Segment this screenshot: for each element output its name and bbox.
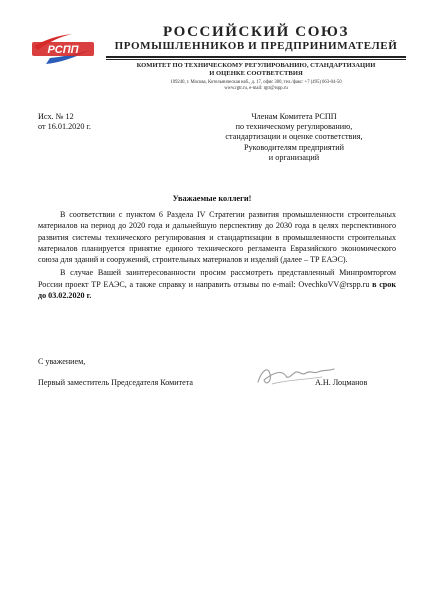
paragraph-2-text: В случае Вашей заинтересованности просим рассмотреть представленный Минпромторгом России проект ТР ЕАЭС, а также справку и направить отзывы по e-mail: OvechkoVV@rspp.ru (38, 268, 396, 289)
address-line2: www.rgtr.ru, e-mail: rgtr@rspp.ru (224, 86, 288, 92)
committee-line2: И ОЦЕНКЕ СООТВЕТСТВИЯ (209, 70, 303, 77)
org-name-line1: РОССИЙСКИЙ СОЮЗ (162, 24, 350, 40)
signer-position: Первый заместитель Председателя Комитета (38, 378, 193, 387)
outgoing-reference (38, 112, 91, 132)
body-paragraph-1: В соответствии с пунктом 6 Раздела IV Стратегии развития промышленности строительных материалов на период до 2020 года и дальнейшую перспективу до 2030 года в целях перспективного развития системы технического регулирования и стандартизации в промышленности строительных материалов планируется принятие единого технического регламента Евразийского экономического союза для зданий и сооружений, строительных материалов и изделий (далее – ТР ЕАЭС). (38, 210, 396, 265)
letterhead-rule-thin (106, 59, 406, 60)
signer-name: А.Н. Лоцманов (315, 378, 368, 387)
letterhead-rule (106, 56, 406, 58)
addressee-line: по техническому регулированию, (235, 122, 353, 132)
addressee-block (196, 112, 392, 163)
committee-line1: КОМИТЕТ ПО ТЕХНИЧЕСКОМУ РЕГУЛИРОВАНИЮ, СТАНДАРТИЗАЦИИ (136, 62, 376, 69)
addressee-line: и организаций (268, 152, 320, 162)
committee-name (106, 62, 406, 78)
contact-address (106, 80, 406, 93)
org-name-line2: ПРОМЫШЛЕННИКОВ И ПРЕДПРИНИМАТЕЛЕЙ (114, 40, 398, 52)
reference-number: Исх. № 12 (38, 112, 74, 121)
address-line1: 109240, г. Москва, Котельническая наб., д. 17, офис 300, тел./факс: +7 (495) 663-04-50 (170, 80, 342, 85)
deadline-text: в срок до 03.02.2020 г. (38, 279, 396, 301)
salutation: Уважаемые коллеги! (172, 194, 252, 203)
letter-body (38, 209, 396, 301)
logo-text: РСПП (47, 44, 79, 56)
addressee-line: стандартизации и оценке соответствия, (225, 132, 363, 142)
addressee-line: Членам Комитета РСПП (251, 112, 337, 121)
reference-date: от 16.01.2020 г. (38, 122, 91, 132)
closing-regards: С уважением, (38, 357, 86, 366)
body-paragraph-2 (38, 267, 396, 301)
rspp-logo (28, 28, 98, 68)
addressee-line: Руководителям предприятий (244, 142, 344, 152)
